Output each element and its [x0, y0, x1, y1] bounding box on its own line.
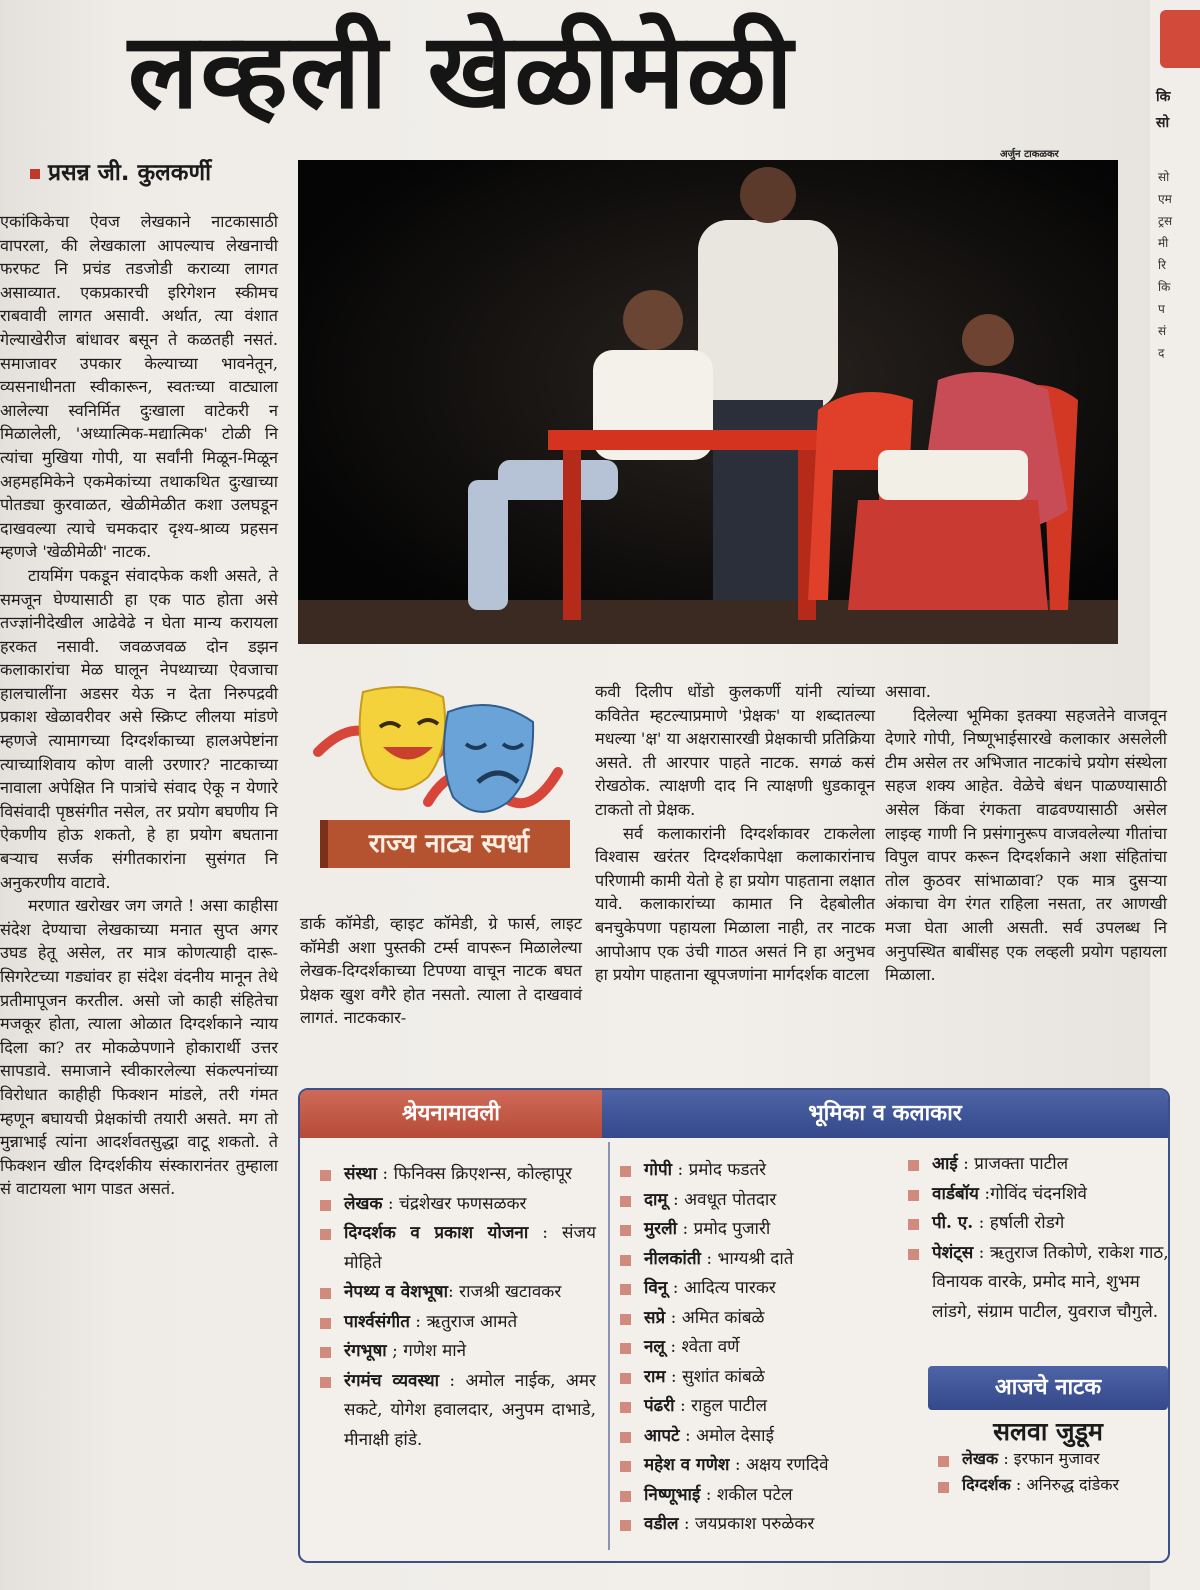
article-paragraph: टायमिंग पकडून संवादफेक कशी असते, ते समजून घेण्यासाठी हा एक पाठ होता असे तज्ज्ञांनीदेखील आढेवेढे न घेता मान्य करायला हरकत नसावी. जवळजवळ दोन डझन कलाकारांचा मेळ घालून नेपथ्याच्या ऐवजाचा हालचालींना अडसर येऊ न देता निरुपद्रवी प्रकाश खेळावरीवर असे स्क्रिप्ट लीलया मांडणे म्हणजे त्यामागच्या दिग्दर्शकाच्या हालअपेष्टांना त्याच्याशिवाय कोण वाली उरणार? नाटकाच्या नावाला अपेक्षित नि पात्रांचे संवाद ऐकू न येणारे विसंवादी पृष्ठसंगीत नसेल, तर प्रयोग बघणीय नि ऐकणीय होऊ शकतो, हे हा प्रयोग बघताना बऱ्याच सर्जक संगीतकारांना सुसंगत नि अनुकरणीय वाटावे. [0, 565, 278, 892]
item-key: आई [932, 1154, 958, 1174]
article-paragraph: दिलेल्या भूमिका इतक्या सहजतेने वाजवून देणारे गोपी, निष्णूभाईसारखे कलाकार असलेली टीम असेल तर अभिजात नाटकांचे प्रयोग संस्थेला सहज शक्य आहेत. वेळेचे बंधन पाळण्यासाठी असेल किंवा रंगकता वाढवण्यासाठी असेल लाइव्ह गाणी नि प्रसंगानुरूप वाजवलेल्या गीतांचा विपुल वापर करून दिग्दर्शकाने अशा संहितांचा तोल कुठवर सांभाळावा? एक मात्र दुसऱ्या अंकाचा वेग रंगत राहिला नसता, तर आणखी मजा घेता आली असती. सर्व उपलब्ध नि अनुपस्थित बाबींसह एक लव्हली प्रयोग पहायला मिळाला. [885, 705, 1167, 985]
adjacent-body-line: कि [1158, 280, 1171, 294]
list-item [906, 1239, 1170, 1328]
item-key: लेखक [344, 1193, 383, 1214]
item-sep: : [439, 1370, 466, 1391]
item-sep: : [678, 1514, 696, 1534]
item-value: ऋतुराज आमते [426, 1311, 518, 1332]
list-item [906, 1180, 1170, 1210]
item-key: दामू [644, 1189, 668, 1210]
list-item [618, 1274, 908, 1304]
item-value: प्राजक्ता पाटील [974, 1154, 1069, 1174]
item-key: सप्रे [644, 1307, 666, 1328]
item-value: राहुल पाटील [691, 1396, 768, 1416]
item-value: अनिरुद्ध दांडेकर [1026, 1475, 1120, 1494]
adjacent-body-line: ट्रस [1158, 214, 1173, 228]
article-column-4 [885, 680, 1167, 987]
item-value: आदित्य पारकर [683, 1278, 776, 1298]
item-key: पेशंट्स [932, 1242, 974, 1263]
list-item [936, 1446, 1176, 1472]
theatre-masks-icon [308, 672, 578, 832]
item-key: आपटे [644, 1425, 680, 1446]
item-value: भाग्यश्री दाते [717, 1248, 794, 1269]
item-sep: : [679, 1425, 697, 1446]
item-value: अमोल देसाई [696, 1425, 774, 1446]
item-key: निष्णूभाई [644, 1484, 701, 1505]
headline: लव्हली खेळीमेळी [128, 10, 795, 132]
adjacent-heading-line: कि [1156, 89, 1171, 105]
article-column-1 [0, 210, 278, 1201]
item-key: नलू [644, 1337, 665, 1357]
list-item [318, 1219, 596, 1278]
item-sep: : [700, 1248, 718, 1269]
list-item [618, 1392, 908, 1422]
list-item [318, 1308, 596, 1338]
item-value: अमोल नाईक, अमर सकटे, योगेश हवालदार, अनुपम दाभाडे, मीनाक्षी हांडे. [344, 1370, 596, 1450]
list-item [906, 1150, 1170, 1180]
item-sep: : [667, 1278, 684, 1298]
today-play-list [936, 1446, 1176, 1498]
item-key: वार्डबॉय [932, 1183, 979, 1204]
item-value: अमित कांबळे [681, 1307, 765, 1328]
list-item [618, 1245, 908, 1275]
article-paragraph: असावा. [885, 682, 931, 701]
item-key: पंढरी [644, 1396, 675, 1416]
cast-list-2 [906, 1150, 1170, 1327]
item-sep: : [409, 1311, 427, 1332]
item-sep: : [700, 1484, 717, 1505]
article-paragraph: एकांकिकेचा ऐवज लेखकाने नाटकासाठी वापरला, की लेखकाला आपल्याच लेखनाची फरफट नि प्रचंड तडजोडी कराव्या लागत असाव्यात. एकप्रकारची इरिगेशन स्कीमच राबवावी लागत असावी. अर्थात, त्या वंशात गेल्याखेरीज बांधावर बसून ते कळतही नसतं. समाजावर उपकार केल्याच्या भावनेतून, व्यसनाधीनता स्वीकारून, स्वतःच्या वाट्याला आलेल्या स्वनिर्मित दुःखाला वाटेकरी न मिळालेली, 'अध्यात्मिक-मद्यात्मिक' टोळी नि त्यांचा मुखिया गोपी, या सर्वांनी मिळून-मिळून अहमहमिकेने एकमेकांच्या तथाकथित दुःखाच्या पोतड्या कुरवाळत, खेळीमेळीत कशा उलघडून दाखवल्या त्याचे चमकदार दृश्य-श्राव्य प्रहसन म्हणजे 'खेळीमेळी' नाटक. [0, 212, 278, 562]
stage-photo [298, 160, 1118, 644]
list-item [318, 1190, 596, 1220]
item-sep: ; [386, 1341, 404, 1361]
adjacent-red-block [1160, 10, 1200, 68]
item-sep: : [448, 1282, 460, 1302]
adjacent-body-line: सं [1158, 324, 1167, 338]
item-value: गणेश माने [403, 1341, 467, 1361]
item-value: चंद्रशेखर फणसळकर [399, 1193, 527, 1214]
credits-header [300, 1090, 602, 1138]
item-key: विनू [644, 1278, 668, 1298]
item-key: दिग्दर्शक [962, 1475, 1011, 1494]
item-sep: : [667, 1189, 685, 1210]
list-item [318, 1160, 596, 1190]
adjacent-body [1158, 166, 1200, 364]
item-key: नेपथ्य व वेशभूषा [344, 1282, 448, 1302]
item-key: पी. ए. [932, 1213, 974, 1233]
credits-title: श्रेयनामावली [402, 1101, 500, 1126]
item-key: संस्था [344, 1164, 378, 1184]
item-sep: : [998, 1449, 1014, 1468]
item-key: नीलकांती [644, 1248, 701, 1269]
today-play-heading: आजचे नाटक [994, 1375, 1102, 1400]
article-paragraph: कवी दिलीप धोंडो कुलकर्णी यांनी त्यांच्या कवितेत म्हटल्याप्रमाणे 'प्रेक्षक' या शब्दातल्या मधल्या 'क्ष' या अक्षरासारखी प्रेक्षकाची प्रतिक्रिया असते. ती आरपार पाहते नाटक. सगळं कसं रोखठोक. त्याक्षणी दाद नि त्याक्षणी धुडकावून टाकतो तो प्रेक्षक. [595, 682, 875, 819]
item-sep: : [973, 1242, 990, 1263]
adjacent-heading-line: सो [1156, 115, 1170, 131]
byline-bullet-icon [30, 169, 40, 179]
item-value: इरफान मुजावर [1013, 1449, 1100, 1468]
adjacent-body-line: रि [1158, 258, 1167, 272]
item-key: रंगमंच व्यवस्था [344, 1370, 440, 1391]
item-value: हर्षाली रोडगे [989, 1213, 1065, 1233]
list-item [618, 1510, 908, 1540]
item-value: अवधूत पोतदार [684, 1189, 777, 1210]
item-value: अक्षय रणदिवे [746, 1455, 829, 1475]
item-key: लेखक [962, 1449, 999, 1468]
adjacent-heading [1156, 84, 1200, 136]
list-item [318, 1278, 596, 1308]
item-sep: : [1010, 1475, 1027, 1494]
today-play-header [928, 1366, 1168, 1410]
item-key: दिग्दर्शक व प्रकाश योजना [344, 1223, 529, 1243]
byline-author: प्रसन्न जी. कुलकर्णी [48, 160, 212, 186]
credits-list [318, 1160, 596, 1455]
item-sep: : [674, 1396, 692, 1416]
cast-header [602, 1090, 1168, 1138]
item-sep: : [665, 1366, 683, 1387]
item-value: सुशांत कांबळे [682, 1366, 765, 1387]
list-item [906, 1209, 1170, 1239]
adjacent-body-line: प [1158, 302, 1165, 316]
list-item [618, 1215, 908, 1245]
item-value: जयप्रकाश परुळेकर [695, 1514, 815, 1534]
item-value: संजय मोहिते [344, 1223, 596, 1273]
item-value: फिनिक्स क्रिएशन्स, कोल्हापूर [393, 1164, 573, 1184]
list-item [618, 1451, 908, 1481]
item-sep: : [528, 1223, 563, 1243]
photo-credit: अर्जुन टाकळकर [1000, 149, 1059, 160]
item-sep: : [677, 1219, 694, 1239]
item-value: राजश्री खटावकर [459, 1282, 562, 1302]
list-item [618, 1363, 908, 1393]
item-sep: : [978, 1183, 991, 1204]
item-key: राम [644, 1366, 666, 1387]
adjacent-body-line: सो [1158, 170, 1170, 184]
item-sep: : [957, 1154, 975, 1174]
adjacent-body-line: एम [1158, 192, 1172, 206]
cast-list-1 [618, 1156, 908, 1540]
list-item [618, 1481, 908, 1511]
item-sep: : [665, 1307, 682, 1328]
competition-banner [320, 820, 570, 868]
today-play-title: सलवा जुडूम [993, 1417, 1103, 1446]
adjacent-body-line: मी [1158, 236, 1169, 250]
item-sep: : [382, 1193, 400, 1214]
item-sep: : [729, 1455, 747, 1475]
list-item [318, 1367, 596, 1456]
item-value: श्वेता वर्णे [681, 1337, 740, 1357]
theatre-masks-graphic [308, 672, 578, 832]
list-item [618, 1156, 908, 1186]
box-divider [608, 1142, 610, 1550]
competition-banner-label: राज्य नाट्य स्पर्धा [368, 829, 530, 859]
item-value: शकील पटेल [716, 1484, 793, 1505]
list-item [618, 1422, 908, 1452]
article-paragraph: मरणात खरोखर जग जगते ! असा काहीसा संदेश देण्याचा लेखकाच्या मनात सुप्त अगर उघड हेतू असेल, तर मात्र कोणत्याही दारू-सिगरेटच्या गड्यांवर हा संदेश वंदनीय मानून तेथे प्रतीमापूजन करतील. असो जो काही संहितेचा मजकूर होता, त्याला ओळात दिग्दर्शकाने न्याय दिला का? तर मोकळेपणाने होकारार्थी उत्तर सापडावे. समाजाने स्वीकारलेल्या संकल्पनांच्या विरोधात काहीही फिक्शन मांडले, तरी गंमत म्हणून बघायची प्रेक्षकांची तयारी असते. मग तो मुन्नाभाई त्यांना आदर्शवतसुद्धा वाटू शकतो. ते फिक्शन खील दिग्दर्शकीय संस्कारानंतर तुम्हाला सं वाटायला भाग पाडत असतं. [0, 896, 278, 1199]
item-sep: : [672, 1160, 689, 1180]
list-item [618, 1186, 908, 1216]
adjacent-body-line: द [1158, 346, 1165, 360]
article-column-2 [300, 912, 582, 1030]
item-sep: : [377, 1164, 394, 1184]
list-item [936, 1472, 1176, 1498]
item-sep: : [973, 1213, 990, 1233]
list-item [618, 1304, 908, 1334]
item-value: प्रमोद फडतरे [688, 1160, 767, 1180]
item-key: रंगभूषा [344, 1341, 387, 1361]
item-key: पार्श्वसंगीत [344, 1311, 410, 1332]
list-item [618, 1333, 908, 1363]
article-column-3 [595, 680, 875, 987]
item-value: गोविंद चंदनशिवे [990, 1183, 1087, 1204]
byline [30, 155, 211, 187]
item-value: प्रमोद पुजारी [693, 1219, 771, 1239]
article-paragraph: सर्व कलाकारांनी दिग्दर्शकावर टाकलेला विश्वास खरंतर दिग्दर्शकापेक्षा कलाकारांनाच परिणामी कामी येतो हे हा प्रयोग पाहताना लक्षात यावे. कलाकारांच्या कामात नि देहबोलीत बनचुकेपणा पहायला मिळाला नाही, तर नाटक आपोआप एक उंची गाठत असतं नि हा अनुभव हा प्रयोग पाहताना खूपजणांना मार्गदर्शक वाटला [595, 823, 875, 985]
item-sep: : [664, 1337, 682, 1357]
item-key: गोपी [644, 1160, 673, 1180]
stage-photo-illustration [298, 160, 1118, 644]
list-item [318, 1337, 596, 1367]
item-key: महेश व गणेश [644, 1455, 730, 1475]
article-paragraph: डार्क कॉमेडी, व्हाइट कॉमेडी, ग्रे फार्स, लाइट कॉमेडी अशा पुस्तकी टर्म्स वापरून मिळालेल्या लेखक-दिग्दर्शकाच्या टिपण्या वाचून नाटक बघत प्रेक्षक खुश वगैरे होत नसतो. त्याला ते दाखवावं लागतं. नाटककार- [300, 914, 582, 1028]
item-value: ऋतुराज तिकोणे, राकेश गाठ, विनायक वारके, प्रमोद माने, शुभम लांडगे, संग्राम पाटील, युवराज चौगुले. [932, 1242, 1169, 1322]
cast-title: भूमिका व कलाकार [808, 1101, 962, 1126]
item-key: वडील [644, 1514, 679, 1534]
item-key: मुरली [644, 1219, 678, 1239]
